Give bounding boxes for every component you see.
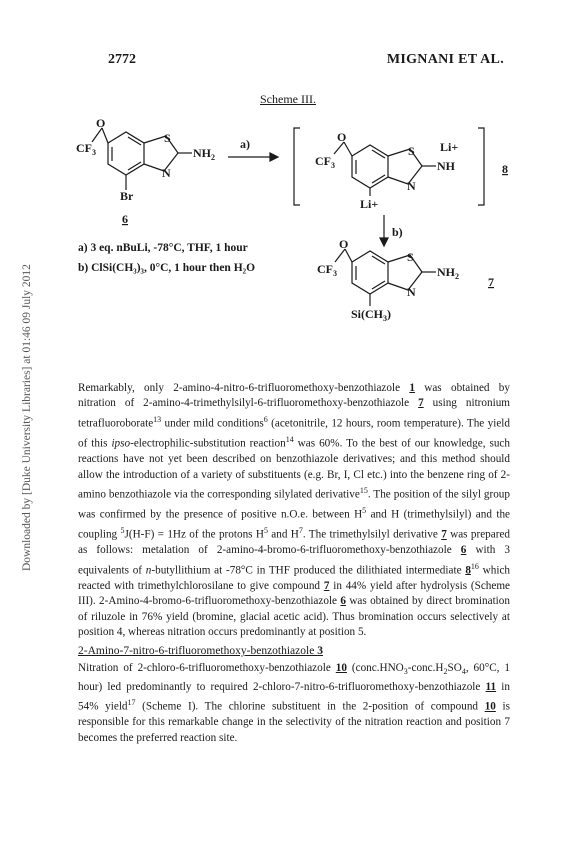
label-li-bottom: Li+ — [360, 197, 379, 211]
compound-6-label: 6 — [122, 212, 128, 226]
section-heading: 2-Amino-7-nitro-6-trifluoromethoxy-benzothiazole 3 — [78, 645, 323, 657]
label-n: N — [407, 285, 416, 299]
page-number: 2772 — [108, 52, 136, 67]
benzene-ring — [108, 132, 144, 175]
label-li-top: Li+ — [440, 140, 459, 154]
arrow-b — [380, 215, 388, 246]
molecule-6 — [92, 128, 192, 190]
compound-8-label: 8 — [502, 162, 508, 176]
benzene-ring — [352, 251, 388, 294]
label-o: O — [96, 116, 106, 130]
arrow-a — [228, 153, 278, 161]
label-s: S — [407, 250, 414, 264]
label-nh: NH — [437, 159, 455, 173]
step-b-label: b) — [392, 225, 403, 239]
reaction-scheme — [0, 0, 576, 330]
paragraph-2: Nitration of 2-chloro-6-trifluoromethoxy-benzothiazole 10 ($conc.HNO_3-conc.H_2SO_4$, 60°C, 1 hour) led predominantly to required 2-chloro-7-nitro-6-trifluoromethoxy-benzothiazole 11 in 54% yield$^{17}$ (Scheme I). The chlorine substituent in the 2-position of compound 10 is responsible for this remarkable change in the selectivity of the nitration reaction and position 7 becomes the preferred reaction site. — [78, 662, 510, 744]
paragraph-1: Remarkably, only 2-amino-4-nitro-6-trifluoromethoxy-benzothiazole 1 was obtained by nitration of 2-amino-4-trimethylsilyl-6-trifluoromethoxy-benzothiazole 7 using nitronium tetrafluoroborate$^{13}$ under mild conditions$^6$ (acetonitrile, 12 hours, room temperature). The yield of this ipso-electrophilic-substitution reaction$^{14}$ was 60%. To the best of our knowledge, such reactions have not yet been described on benzothiazole derivatives; and this method should allow the introduction of a variety of substituents (e.g. Br, I, Cl etc.) into the benzene ring of 2-amino benzothiazole via the corresponding silylated derivative$^{15}$. The position of the silyl group was confirmed by the presence of positive n.O.e. between $H^5$ and H (trimethylsilyl) and the coupling $^5$J(H-F) = 1Hz of the protons $H^5$ and $H^7$. The trimethylsilyl derivative 7 was prepared as follows: metalation of 2-amino-4-bromo-6-trifluoromethoxy-benzothiazole 6 with 3 equivalents of n-butyllithium at -78°C in THF produced the dilithiated intermediate $8^{16}$ which reacted with trimethylchlorosilane to give compound 7 in 44% yield after hydrolysis (Scheme III). 2-Amino-4-bromo-6-trifluoromethoxy-benzothiazole 6 was obtained by direct bromination of riluzole in 76% yield (bromine, glacial acetic acid). Thus bromination occurs selectively at position 4, whereas nitration occurs predominantly at position 5. — [78, 382, 511, 639]
bracket-left — [294, 128, 300, 205]
label-cf3: $CF_3$ — [76, 141, 96, 157]
compound-7-label: 7 — [488, 275, 494, 289]
label-s: S — [164, 131, 171, 145]
running-head: MIGNANI ET AL. — [386, 52, 504, 67]
condition-b: b) ClSi(CH₃)₃, 0°C, 1 hour then H₂O — [78, 262, 256, 274]
label-cf3: $CF_3$ — [317, 262, 337, 278]
label-n: N — [407, 179, 416, 193]
molecule-7 — [335, 249, 436, 306]
scheme-title: Scheme III. — [260, 92, 316, 106]
step-a-label: a) — [240, 137, 250, 151]
label-o: O — [337, 130, 347, 144]
bracket-right — [478, 128, 484, 205]
label-s: S — [408, 144, 415, 158]
label-n: N — [162, 166, 171, 180]
label-cf3: $CF_3$ — [315, 154, 335, 170]
download-watermark: Downloaded by [Duke University Libraries] at 01:46 09 July 2012 — [21, 264, 33, 571]
label-o: O — [339, 237, 349, 251]
label-nh2: $NH_2$ — [437, 265, 459, 281]
molecule-8 — [334, 142, 436, 196]
label-sime3: $Si(CH_3)$ — [351, 307, 392, 323]
condition-a: a) 3 eq. nBuLi, -78°C, THF, 1 hour — [78, 242, 248, 254]
label-br: Br — [120, 189, 134, 203]
benzene-ring — [352, 145, 388, 188]
label-nh2: $NH_2$ — [193, 146, 215, 162]
